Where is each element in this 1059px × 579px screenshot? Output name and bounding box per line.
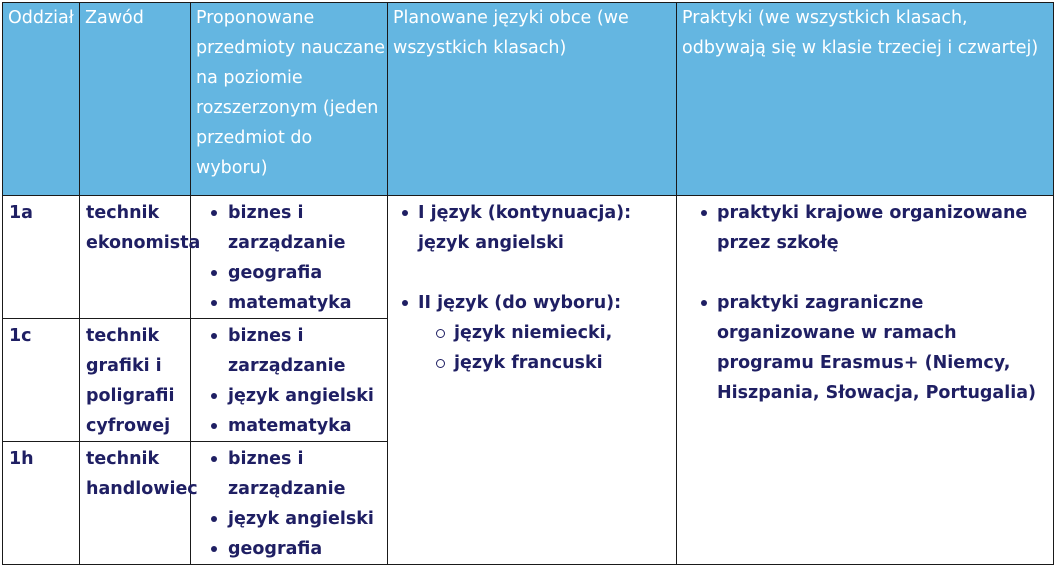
header-oddzial: Oddział — [3, 3, 80, 196]
praktyki-cell — [677, 196, 1054, 565]
praktyki-zagraniczne: praktyki zagraniczne organizowane w ramach programu Erasmus+ (Niemcy, Hiszpania, Słowacja, Portugalia) — [677, 288, 1053, 408]
spacer — [388, 258, 676, 288]
header-jezyki: Planowane języki obce (we wszystkich klasach) — [388, 3, 677, 196]
table-row — [3, 196, 1054, 319]
header-przedmioty: Proponowane przedmioty nauczane na poziomie rozszerzonym (jeden przedmiot do wyboru) — [191, 3, 388, 196]
list-item: biznes i zarządzanie — [191, 321, 387, 381]
przedmioty-cell — [191, 196, 388, 319]
jezyk-first: I język (kontynuacja): język angielski — [388, 198, 676, 258]
list-item: matematyka — [191, 288, 387, 318]
list-item: geografia — [191, 258, 387, 288]
jezyk-option: język francuski — [388, 348, 676, 378]
oddzial-cell: 1c — [3, 319, 80, 442]
przedmioty-cell — [191, 442, 388, 565]
oddzial-cell: 1h — [3, 442, 80, 565]
list-item: biznes i zarządzanie — [191, 198, 387, 258]
header-praktyki: Praktyki (we wszystkich klasach, odbywają się w klasie trzeciej i czwartej) — [677, 3, 1054, 196]
zawod-cell: technik handlowiec — [80, 442, 191, 565]
spacer — [677, 258, 1053, 288]
list-item: matematyka — [191, 411, 387, 441]
list-item: biznes i zarządzanie — [191, 444, 387, 504]
jezyki-cell — [388, 196, 677, 565]
header-row — [3, 3, 1054, 196]
header-zawod: Zawód — [80, 3, 191, 196]
zawod-cell: technik grafiki i poligrafii cyfrowej — [80, 319, 191, 442]
curriculum-table — [2, 2, 1054, 565]
oddzial-cell: 1a — [3, 196, 80, 319]
praktyki-krajowe: praktyki krajowe organizowane przez szkołę — [677, 198, 1053, 258]
zawod-cell: technik ekonomista — [80, 196, 191, 319]
jezyk-second: II język (do wyboru): — [388, 288, 676, 318]
jezyk-option: język niemiecki, — [388, 318, 676, 348]
list-item: język angielski — [191, 381, 387, 411]
list-item: język angielski — [191, 504, 387, 534]
list-item: geografia — [191, 534, 387, 564]
przedmioty-cell — [191, 319, 388, 442]
